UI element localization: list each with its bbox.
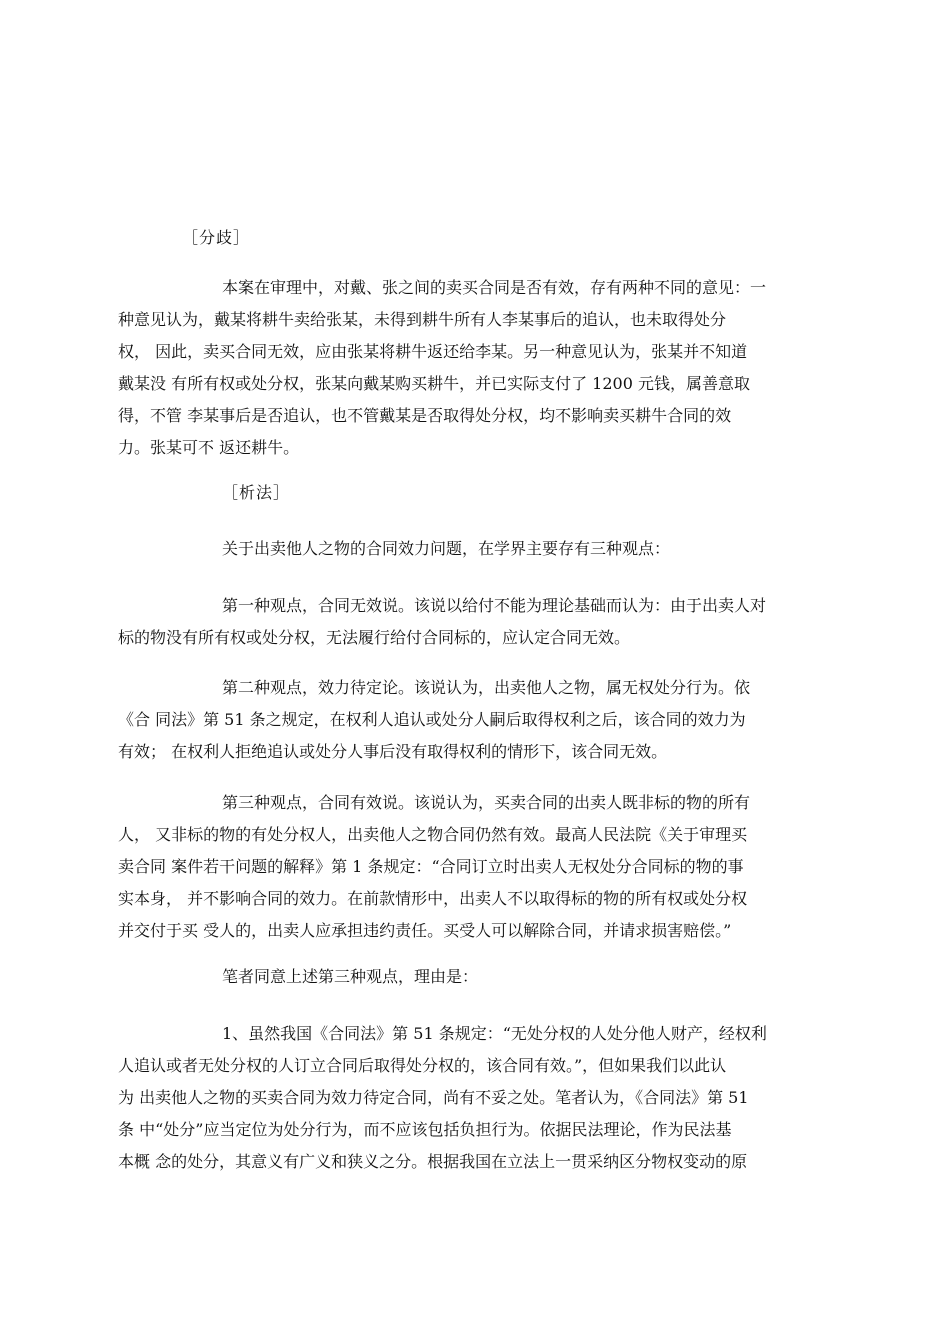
- text-line: 戴某没 有所有权或处分权，张某向戴某购买耕牛，并已实际支付了 1200 元钱，属善意取: [118, 374, 750, 393]
- text-line: 本案在审理中，对戴、张之间的卖买合同是否有效，存有两种不同的意见：一: [222, 278, 767, 297]
- text-line: 第三种观点，合同有效说。该说认为，买卖合同的出卖人既非标的物的所有: [222, 793, 751, 812]
- text-line: 权， 因此，卖买合同无效，应由张某将耕牛返还给李某。另一种意见认为，张某并不知道: [118, 342, 748, 361]
- text-line: 有效； 在权利人拒绝追认或处分人事后没有取得权利的情形下，该合同无效。: [118, 742, 668, 761]
- text-line: 力。张某可不 返还耕牛。: [118, 438, 300, 457]
- paragraph-agree: [118, 961, 840, 993]
- text-line: 第二种观点，效力待定论。该说认为，出卖他人之物，属无权处分行为。依: [222, 678, 751, 697]
- heading-fenqi: ［分歧］: [182, 228, 251, 247]
- heading-xifa: ［析法］: [222, 483, 291, 502]
- text-line: 笔者同意上述第三种观点，理由是：: [222, 967, 479, 986]
- text-line: 标的物没有所有权或处分权，无法履行给付合同标的，应认定合同无效。: [118, 628, 631, 647]
- paragraph-view-1: [118, 590, 840, 654]
- paragraph-intro: [118, 533, 840, 565]
- text-line: 种意见认为，戴某将耕牛卖给张某，未得到耕牛所有人李某事后的追认，也未取得处分: [118, 310, 727, 329]
- text-line: 并交付于买 受人的，出卖人应承担违约责任。买受人可以解除合同，并请求损害赔偿。”: [118, 921, 732, 940]
- text-line: 为 出卖他人之物的买卖合同为效力待定合同，尚有不妥之处。笔者认为，《合同法》第 51: [118, 1088, 749, 1107]
- text-line: 关于出卖他人之物的合同效力问题，在学界主要存有三种观点：: [222, 539, 671, 558]
- text-line: 本概 念的处分，其意义有广义和狭义之分。根据我国在立法上一贯采纳区分物权变动的原: [118, 1152, 748, 1171]
- text-line: 人， 又非标的物的有处分权人，出卖他人之物合同仍然有效。最高人民法院《关于审理买: [118, 825, 748, 844]
- paragraph-reason-1: [118, 1018, 840, 1178]
- paragraph-view-2: [118, 672, 840, 768]
- text-line: 人追认或者无处分权的人订立合同后取得处分权的，该合同有效。”，但如果我们以此认: [118, 1056, 727, 1075]
- text-line: 第一种观点，合同无效说。该说以给付不能为理论基础而认为：由于出卖人对: [222, 596, 767, 615]
- text-line: 实本身， 并不影响合同的效力。在前款情形中，出卖人不以取得标的物的所有权或处分权: [118, 889, 748, 908]
- text-line: 卖合同 案件若干问题的解释》第 1 条规定：“合同订立时出卖人无权处分合同标的物的事: [118, 857, 744, 876]
- text-line: 《合 同法》第 51 条之规定，在权利人追认或处分人嗣后取得权利之后，该合同的效力为: [118, 710, 746, 729]
- text-line: 得，不管 李某事后是否追认，也不管戴某是否取得处分权，均不影响卖买耕牛合同的效: [118, 406, 732, 425]
- paragraph-fenqi: [118, 272, 840, 464]
- text-line: 条 中“处分”应当定位为处分行为，而不应该包括负担行为。依据民法理论，作为民法基: [118, 1120, 732, 1139]
- paragraph-view-3: [118, 787, 840, 947]
- text-line: 1、虽然我国《合同法》第 51 条规定：“无处分权的人处分他人财产，经权利: [222, 1024, 767, 1043]
